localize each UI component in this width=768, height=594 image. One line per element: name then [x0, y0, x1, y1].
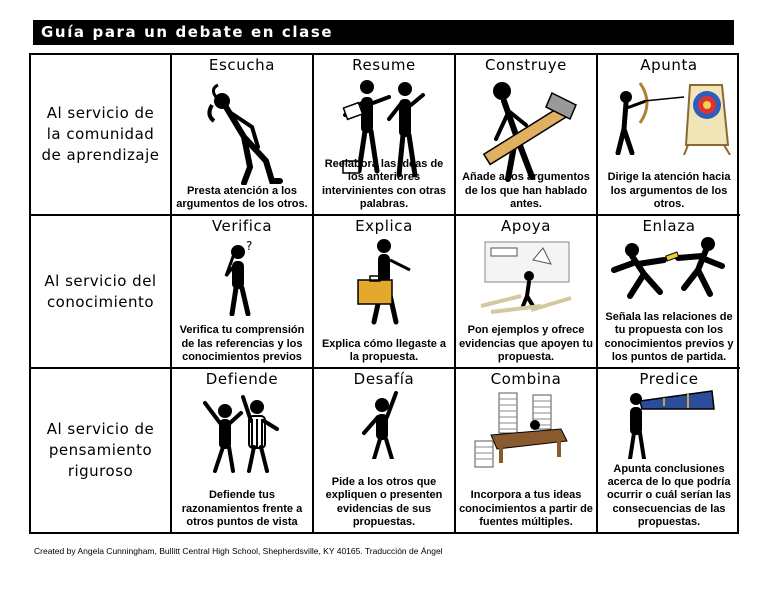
cell-verb: Combina: [490, 370, 562, 388]
row-label: Al servicio de la comunidad de aprendizaje: [31, 55, 172, 216]
relay-runners-icon: [598, 236, 740, 306]
title-bar: [33, 20, 734, 45]
cell-explica: [314, 216, 456, 369]
hammer-figure-icon: [456, 75, 596, 185]
cell-description: Dirige la atención hacia los argumentos de los otros.: [607, 171, 731, 210]
cell-verifica: [172, 216, 314, 369]
cell-verb: Enlaza: [642, 217, 696, 235]
cell-description: Defiende tus razonamientos frente a otros puntos de vista: [181, 489, 303, 528]
briefcase-figure-icon: [314, 236, 454, 326]
cell-resume: [314, 55, 456, 216]
cell-description: Explica cómo llegaste a la propuesta.: [321, 337, 447, 363]
debate-guide-table: [29, 53, 739, 534]
cell-verb: Apoya: [500, 217, 552, 235]
cell-enlaza: [598, 216, 740, 369]
cell-apunta: [598, 55, 740, 216]
referee-figures-icon: [172, 389, 312, 473]
cell-verb: Defiende: [205, 370, 279, 388]
listening-figure-icon: [172, 75, 312, 185]
archer-target-icon: [598, 75, 740, 155]
cell-verb: Explica: [355, 217, 413, 235]
cell-description: Añade a los argumentos de los que han hablado antes.: [462, 171, 590, 210]
row-label: Al servicio de pensamiento riguroso: [31, 369, 172, 532]
cell-verb: Desafía: [353, 370, 415, 388]
cell-combina: [456, 369, 598, 532]
cell-description: Presta atención a los argumentos de los otros.: [176, 184, 308, 210]
cell-verb: Predice: [639, 370, 699, 388]
cell-description: Pon ejemplos y ofrece evidencias que apoyen tu propuesta.: [459, 324, 593, 363]
cell-predice: [598, 369, 740, 532]
cell-defiende: [172, 369, 314, 532]
cell-escucha: [172, 55, 314, 216]
cell-verb: Verifica: [211, 217, 273, 235]
cell-description: Incorpora a tus ideas conocimientos a partir de fuentes múltiples.: [459, 489, 593, 528]
cell-description: Apunta conclusiones acerca de lo que podría ocurrir o cuál serían las consecuencias de las propuestas.: [606, 462, 732, 528]
page-title: Guía para un debate en clase: [41, 23, 334, 41]
svg-text:?: ?: [246, 239, 253, 253]
row-label: Al servicio del conocimiento: [31, 216, 172, 369]
cell-description: Pide a los otros que expliquen o presenten evidencias de sus propuestas.: [325, 476, 443, 528]
cell-construye: [456, 55, 598, 216]
cell-description: Señala las relaciones de tu propuesta con los conocimientos previos y los puntos de partida.: [604, 311, 734, 363]
cell-description: Verifica tu comprensión de las referencias y los conocimientos previos: [179, 324, 305, 363]
telescope-figure-icon: [598, 389, 740, 459]
footer-credit: Created by Angela Cunningham, Bullitt Central High School, Shepherdsville, KY 40165. Traducción de Ángel: [34, 546, 443, 556]
cell-apoya: [456, 216, 598, 369]
supporting-figure-icon: [456, 236, 596, 316]
paper-stacks-desk-icon: [456, 389, 596, 469]
cell-verb: Resume: [352, 56, 416, 74]
cell-verb: Construye: [484, 56, 568, 74]
challenging-figure-icon: [314, 389, 454, 459]
thinking-figure-icon: [172, 236, 312, 316]
cell-desafia: [314, 369, 456, 532]
cell-description: Reelabora las ideas de los anteriores intervinientes con otras palabras.: [321, 158, 447, 210]
cell-verb: Apunta: [640, 56, 698, 74]
cell-verb: Escucha: [208, 56, 276, 74]
